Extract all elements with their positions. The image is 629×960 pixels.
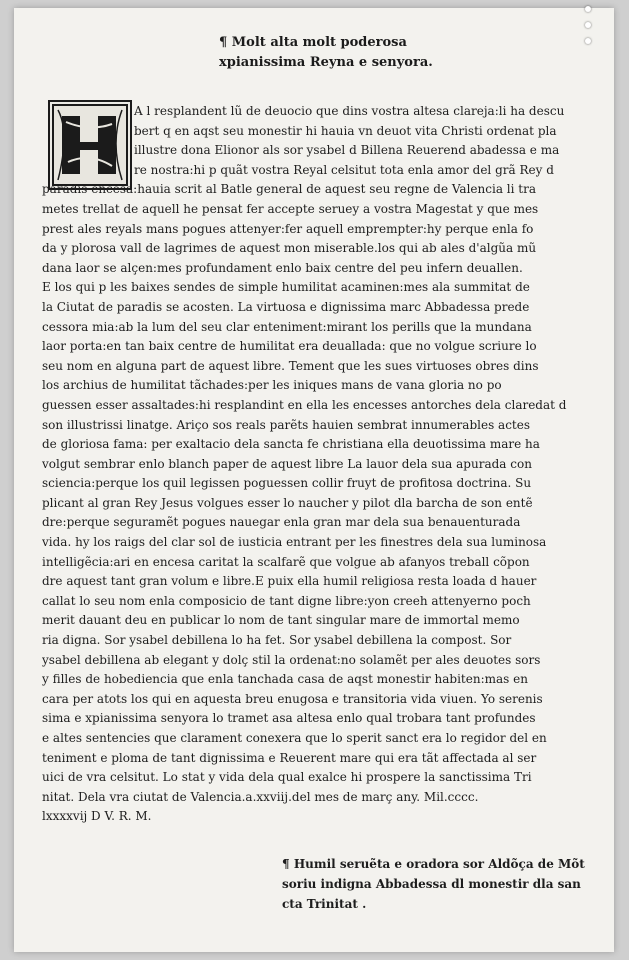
text-line: prest ales reyals mans pogues attenyer:fer aquell emprempter:hy perque enla fo <box>42 221 534 236</box>
signature-line: soriu indigna Abbadessa dl monestir dla san <box>282 877 581 891</box>
heading-line: xpianissima Reyna e senyora. <box>219 54 433 70</box>
heading-line: ¶ Molt alta molt poderosa <box>219 35 407 50</box>
address-heading <box>219 34 479 73</box>
text-line: ysabel debillena ab elegant y dolç stil la ordenat:no solamẽt per ales deuotes sors <box>42 652 541 667</box>
signature-line: cta Trinitat . <box>282 897 367 911</box>
text-line: A l resplandent lũ de deuocio que dins vostra altesa clareja:li ha descu <box>134 104 565 118</box>
document-page <box>14 8 614 952</box>
text-line: vida. hy los raigs del clar sol de iusticia entrant per les finestres dela sua luminosa <box>42 535 547 550</box>
signature-block <box>282 854 602 914</box>
text-line: da y plorosa vall de lagrimes de aquest mon miserable.los qui ab ales d'algũa mũ <box>42 241 537 256</box>
text-line: son illustrissi linatge. Ariço sos reals parẽts hauien sembrat innumerables actes <box>42 417 530 432</box>
menu-dot <box>585 6 591 12</box>
text-line: dre aquest tant gran volum e libre.E puix ella humil religiosa resta loada d hauer <box>42 574 537 589</box>
text-line: paradis encesa:hauia scrit al Batle general de aquest seu regne de Valencia li tra <box>42 182 536 197</box>
text-line: sima e xpianissima senyora lo tramet asa altesa enlo qual trobara tant profundes <box>42 711 536 726</box>
text-line: seu nom en alguna part de aquest libre. Tement que les sues virtuoses obres dins <box>42 358 539 373</box>
text-line: ria digna. Sor ysabel debillena lo ha fet. Sor ysabel debillena la compost. Sor <box>42 633 512 648</box>
text-line: cessora mia:ab la lum del seu clar enteniment:mirant los perills que la mundana <box>42 319 532 334</box>
text-line: guessen esser assaltades:hi resplandint en ella les encesses antorches dela claredat d <box>42 397 567 412</box>
text-line: laor porta:en tan baix centre de humilitat era deuallada: que no volgue scriure lo <box>42 339 537 354</box>
text-line <box>42 827 604 847</box>
signature-line: ¶ Humil seruẽta e oradora sor Aldõça de Mõt <box>282 857 585 871</box>
menu-dot <box>585 38 591 44</box>
text-line: lxxxxvij D V. R. M. <box>42 809 152 824</box>
text-line: teniment e ploma de tant dignissima e Reuerent mare qui era tãt affectada al ser <box>42 750 537 765</box>
text-line: la Ciutat de paradis se acosten. La virtuosa e dignissima marc Abbadessa prede <box>42 299 530 314</box>
text-line: plicant al gran Rey Jesus volgues esser lo naucher y pilot dla barcha de son entẽ <box>42 495 533 510</box>
more-vertical-icon[interactable] <box>582 6 594 44</box>
text-line: E los qui p les baixes sendes de simple humilitat acaminen:mes ala summitat de <box>42 280 530 295</box>
text-line: re nostra:hi p quãt vostra Reyal celsitut tota enla amor del grã Rey d <box>134 162 554 177</box>
text-line: illustre dona Elionor als sor ysabel d Billena Reuerend abadessa e ma <box>134 143 560 158</box>
text-line: dana laor se alçen:mes profundament enlo baix centre del peu infern deuallen. <box>42 260 523 275</box>
text-line: uici de vra celsitut. Lo stat y vida dela qual exalce hi prospere la sanctissima Tri <box>42 770 532 785</box>
text-line: intelligẽcia:ari en encesa caritat la scalfarẽ que volgue ab afanyos treball cõpon <box>42 554 530 569</box>
text-line: callat lo seu nom enla composicio de tant digne libre:yon creeh attenyerno poch <box>42 593 531 608</box>
text-line: de gloriosa fama: per exaltacio dela sancta fe christiana ella deuotissima mare ha <box>42 437 540 452</box>
text-line: bert q en aqst seu monestir hi hauia vn deuot vita Christi ordenat pla <box>134 123 557 138</box>
text-line: dre:perque seguramẽt pogues nauegar enla gran mar dela sua benauenturada <box>42 515 521 530</box>
text-line: los archius de humilitat tãchades:per les iniques mans de vana gloria no po <box>42 378 502 393</box>
text-line: e altes sentencies que clarament conexera que lo sperit sanct era lo regidor del en <box>42 731 547 745</box>
text-line: merit dauant deu en publicar lo nom de tant singular mare de immortal memo <box>42 613 520 628</box>
letter-body <box>42 102 604 847</box>
text-line: metes trellat de aquell he pensat fer accepte seruey a vostra Magestat y que mes <box>42 201 539 216</box>
text-line: nitat. Dela vra ciutat de Valencia.a.xxviij.del mes de març any. Mil.cccc. <box>42 789 479 804</box>
text-line: sciencia:perque los quil legissen poguessen collir fruyt de profitosa doctrina. Su <box>42 476 532 491</box>
menu-dot <box>585 22 591 28</box>
text-line: y filles de hobediencia que enla tanchada casa de aqst monestir habiten:mas en <box>42 672 528 687</box>
text-line: volgut sembrar enlo blanch paper de aquest libre La lauor dela sua apurada con <box>42 456 532 471</box>
text-line: cara per atots los qui en aquesta breu enugosa e transitoria vida viuen. Yo serenis <box>42 691 543 706</box>
